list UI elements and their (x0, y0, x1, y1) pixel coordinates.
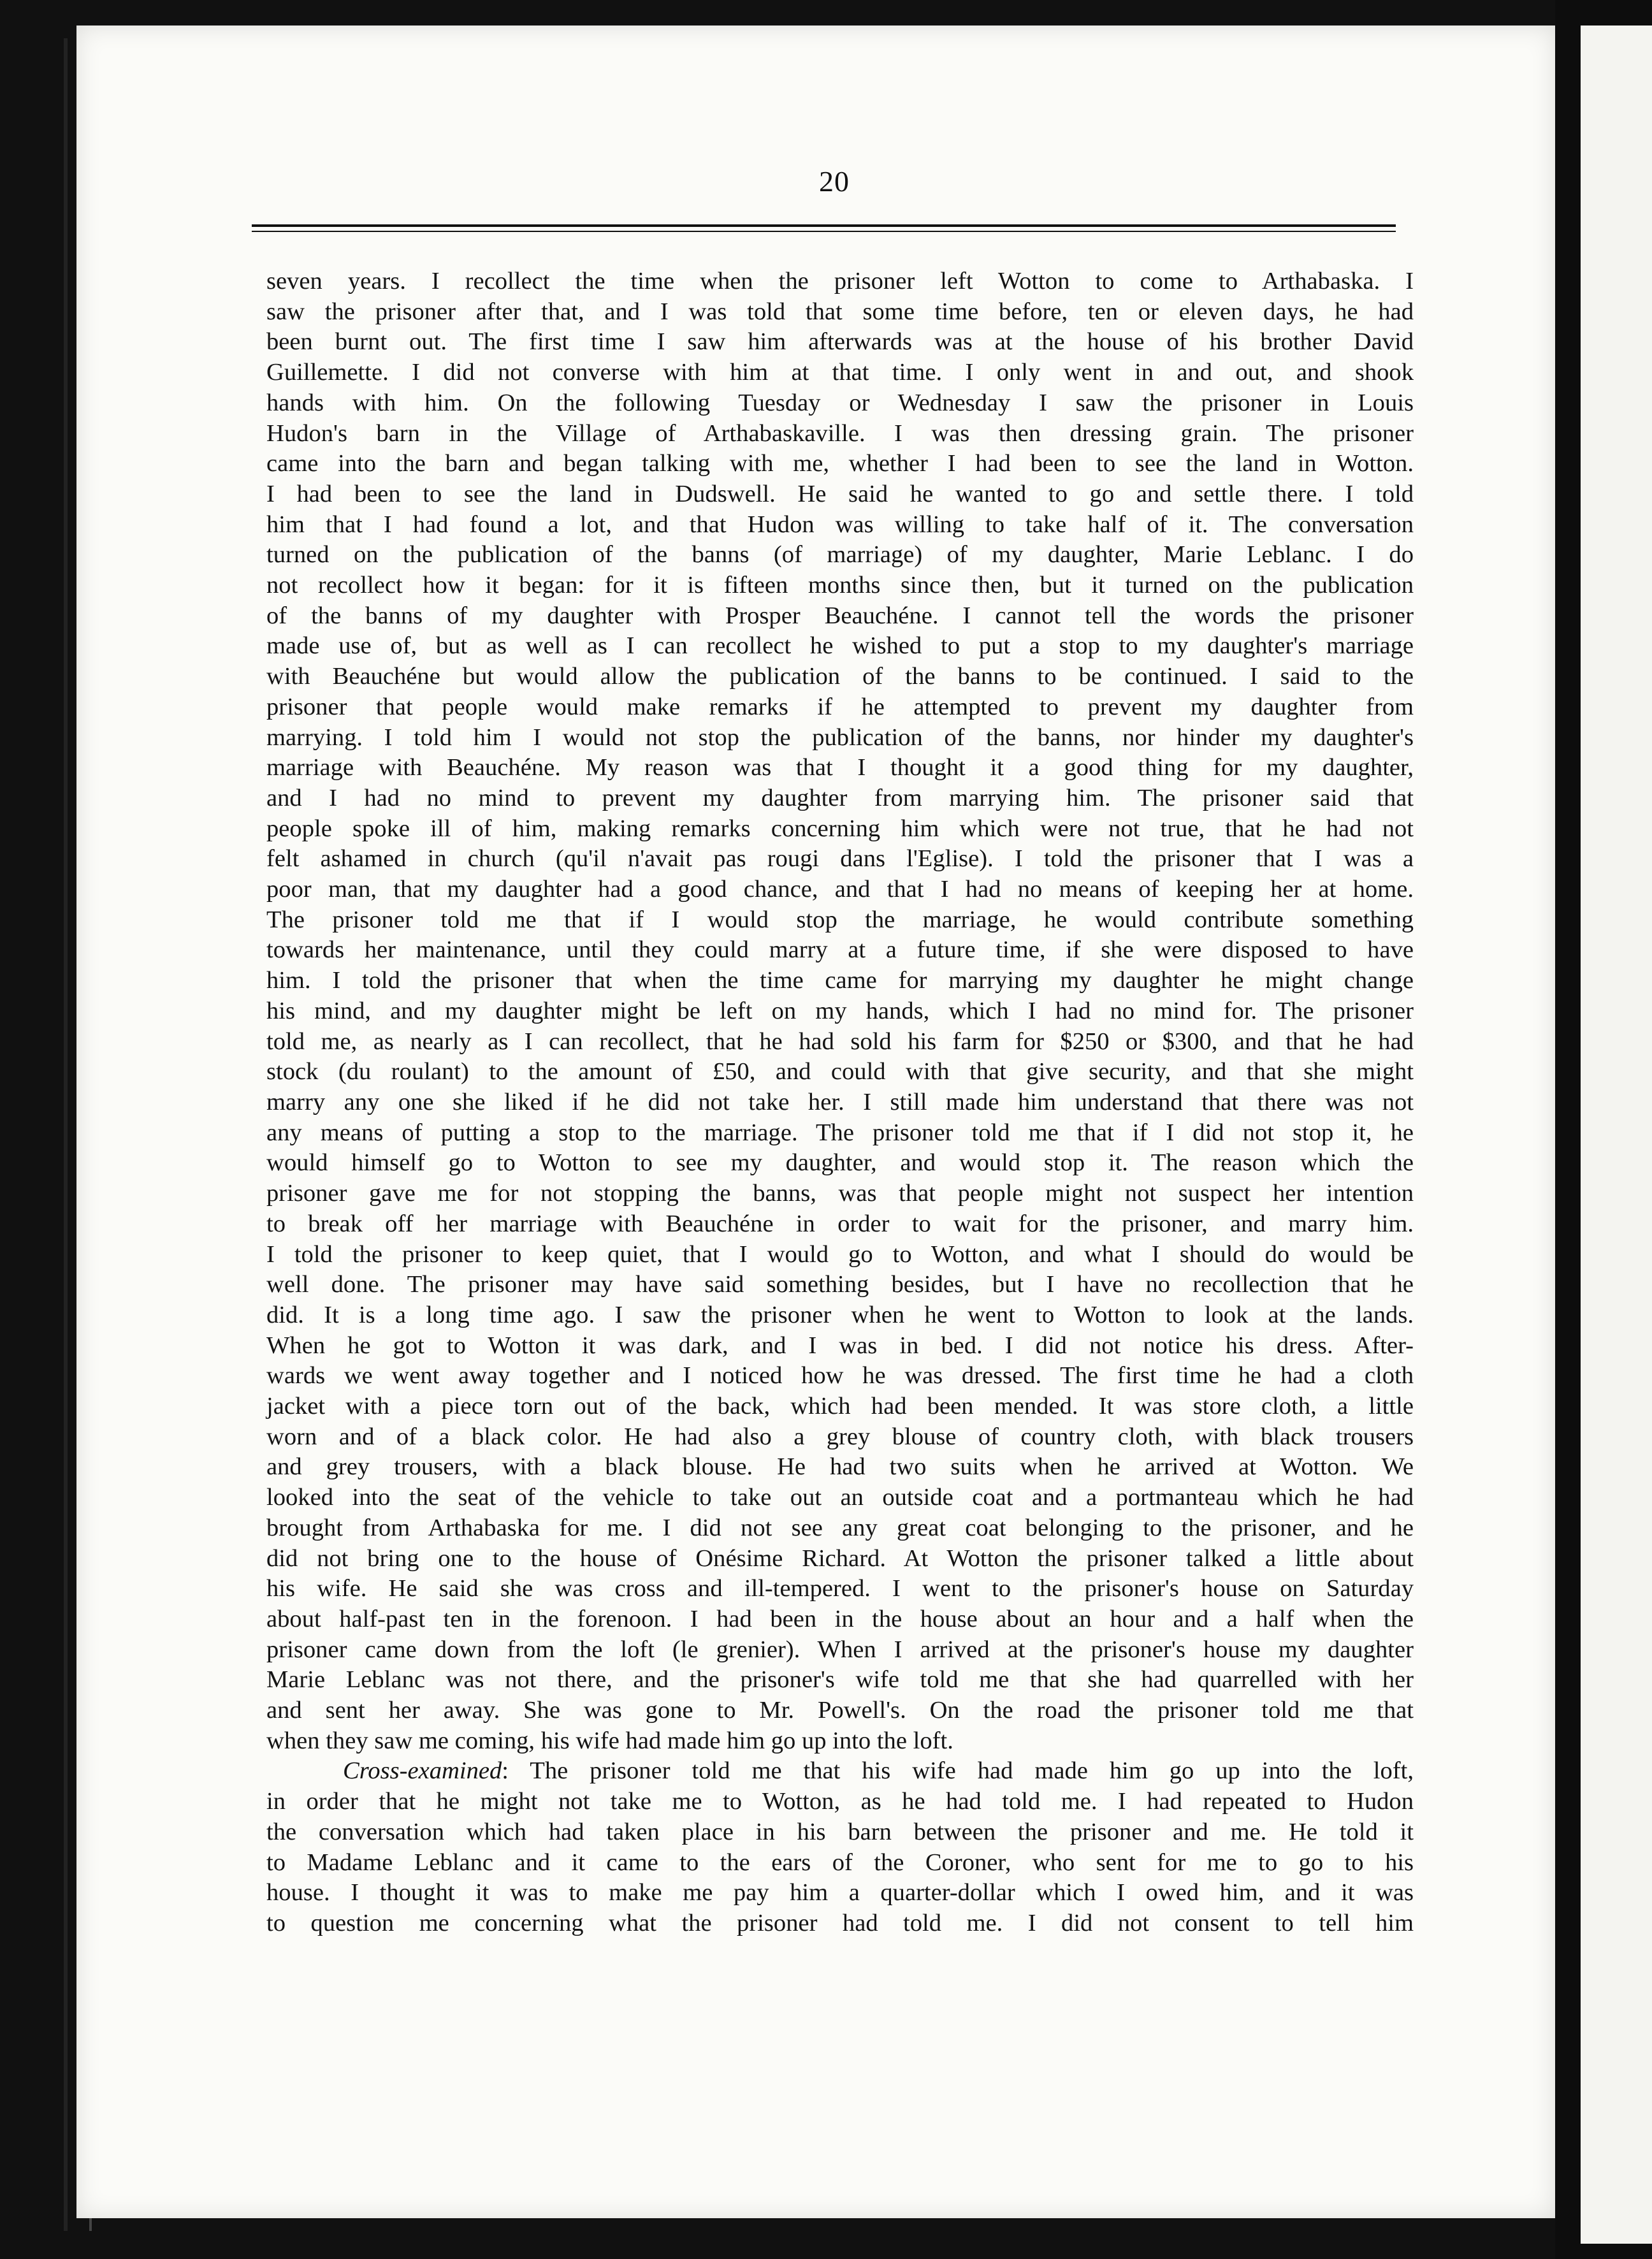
text-line: prisoner came down from the loft (le grenier). When I arrived at the prisoner's house my daughter (266, 1636, 1414, 1663)
text-line: when they saw me coming, his wife had made him go up into the loft. (266, 1727, 953, 1754)
text-line: marry any one she liked if he did not take her. I still made him understand that there was not (266, 1088, 1414, 1115)
text-line: The prisoner told me that if I would stop the marriage, he would contribute something (266, 906, 1414, 933)
text-line: the conversation which had taken place in his barn between the prisoner and me. He told it (266, 1818, 1414, 1845)
text-line: people spoke ill of him, making remarks concerning him which were not true, that he had not (266, 815, 1414, 842)
text-line: towards her maintenance, until they could marry at a future time, if she were disposed to have (266, 936, 1414, 964)
text-line: saw the prisoner after that, and I was told that some time before, ten or eleven days, he had (266, 298, 1414, 325)
deposition-text (266, 266, 1414, 1939)
text-line: about half-past ten in the forenoon. I had been in the house about an hour and a half when the (266, 1605, 1414, 1632)
text-line: Marie Leblanc was not there, and the prisoner's wife told me that she had quarrelled with her (266, 1666, 1414, 1694)
text-line: Hudon's barn in the Village of Arthabaskaville. I was then dressing grain. The prisoner (266, 419, 1414, 447)
text-line: worn and of a black color. He had also a grey blouse of country cloth, with black trousers (266, 1423, 1414, 1450)
text-line: well done. The prisoner may have said something besides, but I have no recollection that he (266, 1271, 1414, 1298)
text-line: hands with him. On the following Tuesday or Wednesday I saw the prisoner in Louis (266, 389, 1414, 416)
text-line: poor man, that my daughter had a good chance, and that I had no means of keeping her at home. (266, 876, 1414, 903)
text-lines (266, 266, 1414, 1756)
text-line: prisoner gave me for not stopping the banns, was that people might not suspect her intention (266, 1180, 1414, 1207)
text-line: looked into the seat of the vehicle to take out an outside coat and a portmanteau which he had (266, 1484, 1414, 1511)
cross-text-lines (266, 1787, 1414, 1939)
text-line: wards we went away together and I noticed how he was dressed. The first time he had a cloth (266, 1362, 1414, 1390)
adjacent-page-edge (1581, 25, 1652, 2244)
text-line: told me, as nearly as I can recollect, that he had sold his farm for $250 or $300, and that he had (266, 1028, 1414, 1055)
cross-examined-text: : The prisoner told me that his wife had made him go up into the loft, (502, 1757, 1414, 1785)
header-rule-thick (252, 224, 1396, 227)
binding-edge (64, 38, 68, 2231)
text-line: I told the prisoner to keep quiet, that I would go to Wotton, and what I should do would be (266, 1240, 1414, 1268)
text-line: been burnt out. The first time I saw him afterwards was at the house of his brother David (266, 328, 1414, 356)
text-line: him. I told the prisoner that when the time came for marrying my daughter he might change (266, 967, 1414, 994)
text-line: stock (du roulant) to the amount of £50, and could with that give security, and that she might (266, 1058, 1414, 1086)
text-line: I had been to see the land in Dudswell. He said he wanted to go and settle there. I told (266, 480, 1414, 507)
page-number: 20 (819, 165, 850, 198)
text-line: and sent her away. She was gone to Mr. Powell's. On the road the prisoner told me that (266, 1697, 1414, 1724)
text-line: and grey trousers, with a black blouse. He had two suits when he arrived at Wotton. We (266, 1453, 1414, 1481)
text-line: did not bring one to the house of Onésime Richard. At Wotton the prisoner talked a little about (266, 1544, 1414, 1572)
text-line: came into the barn and began talking with me, whether I had been to see the land in Wotton. (266, 450, 1414, 477)
text-line: him that I had found a lot, and that Hudon was willing to take half of it. The conversation (266, 511, 1414, 538)
text-line: his mind, and my daughter might be left on my hands, which I had no mind for. The prisoner (266, 997, 1414, 1024)
text-line: turned on the publication of the banns (of marriage) of my daughter, Marie Leblanc. I do (266, 541, 1414, 569)
cross-examined-line (266, 1756, 1414, 1787)
text-line: When he got to Wotton it was dark, and I was in bed. I did not notice his dress. After- (266, 1332, 1414, 1359)
text-line: brought from Arthabaska for me. I did not see any great coat belonging to the prisoner, and he (266, 1514, 1414, 1541)
text-line: made use of, but as well as I can recollect he wished to put a stop to my daughter's marriage (266, 632, 1414, 660)
text-line: to question me concerning what the prisoner had told me. I did not consent to tell him (266, 1909, 1414, 1936)
text-line: Guillemette. I did not converse with him at that time. I only went in and out, and shook (266, 359, 1414, 386)
header-rule-thin (252, 231, 1396, 232)
text-line: marriage with Beauchéne. My reason was that I thought it a good thing for my daughter, (266, 754, 1414, 781)
text-line: prisoner that people would make remarks if he attempted to prevent my daughter from (266, 693, 1414, 720)
header-rule (252, 224, 1396, 235)
text-line: would himself go to Wotton to see my daughter, and would stop it. The reason which the (266, 1149, 1414, 1177)
text-line: in order that he might not take me to Wotton, as he had told me. I had repeated to Hudon (266, 1788, 1414, 1815)
text-line: jacket with a piece torn out of the back, which had been mended. It was store cloth, a little (266, 1393, 1414, 1420)
text-line: to Madame Leblanc and it came to the ears of the Coroner, who sent for me to go to his (266, 1849, 1414, 1876)
text-line: with Beauchéne but would allow the publication of the banns to be continued. I said to the (266, 663, 1414, 690)
text-line: not recollect how it began: for it is fifteen months since then, but it turned on the publication (266, 572, 1414, 599)
text-line: of the banns of my daughter with Prosper Beauchéne. I cannot tell the words the prisoner (266, 602, 1414, 629)
text-line: marrying. I told him I would not stop the publication of the banns, nor hinder my daughter's (266, 723, 1414, 751)
text-line: and I had no mind to prevent my daughter from marrying him. The prisoner said that (266, 784, 1414, 811)
cross-examined-label: Cross-examined (343, 1757, 502, 1785)
text-line: any means of putting a stop to the marriage. The prisoner told me that if I did not stop it, he (266, 1119, 1414, 1146)
text-line: did. It is a long time ago. I saw the prisoner when he went to Wotton to look at the lands. (266, 1301, 1414, 1328)
text-line: to break off her marriage with Beauchéne in order to wait for the prisoner, and marry him. (266, 1210, 1414, 1237)
text-line: felt ashamed in church (qu'il n'avait pas rougi dans l'Eglise). I told the prisoner that I was a (266, 845, 1414, 873)
text-line: his wife. He said she was cross and ill-tempered. I went to the prisoner's house on Saturday (266, 1575, 1414, 1602)
text-line: house. I thought it was to make me pay him a quarter-dollar which I owed him, and it was (266, 1879, 1414, 1907)
text-line: seven years. I recollect the time when the prisoner left Wotton to come to Arthabaska. I (266, 268, 1414, 294)
